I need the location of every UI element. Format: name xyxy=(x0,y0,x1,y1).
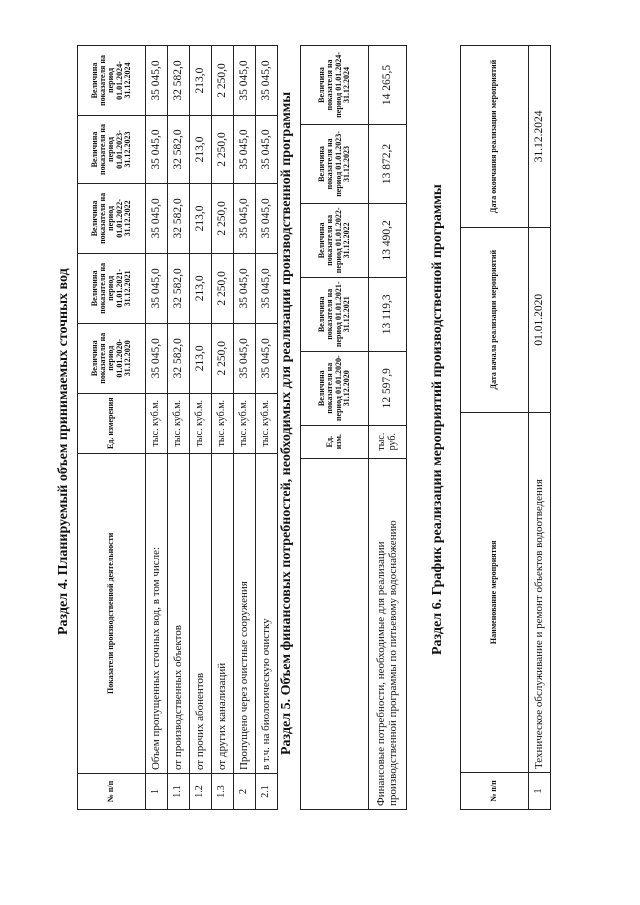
value-cell: 2 250,0 xyxy=(212,323,234,393)
row-unit: тыс. куб.м. xyxy=(212,393,234,453)
row-unit: тыс. куб.м. xyxy=(168,393,190,453)
section5-table xyxy=(300,45,407,810)
end-date: 31.12.2024 xyxy=(529,46,551,228)
section4-table xyxy=(77,45,278,810)
section6-table xyxy=(460,45,551,810)
row-number: 1.2 xyxy=(190,774,212,810)
row-unit: тыс. куб.м. xyxy=(256,393,278,453)
value-cell: 32 582,0 xyxy=(168,183,190,253)
value-cell: 2 250,0 xyxy=(212,46,234,116)
row-name: Финансовые потребности, необходимые для реализации производственной программы по питьевому водоснабжению xyxy=(369,458,407,809)
row-unit: тыс. куб.м. xyxy=(234,393,256,453)
value-cell: 35 045,0 xyxy=(146,183,168,253)
s5-header-cell: Величина показателя на период 01.01.2024-31.12.2024 xyxy=(301,46,369,125)
value-cell: 35 045,0 xyxy=(234,116,256,184)
row-unit: тыс. куб.м. xyxy=(190,393,212,453)
s4-header-cell: Величина показателя на период 01.01.2022-31.12.2022 xyxy=(78,183,146,253)
row-unit: тыс. куб.м. xyxy=(146,393,168,453)
value-cell: 35 045,0 xyxy=(234,46,256,116)
value-cell: 35 045,0 xyxy=(256,116,278,184)
table-row xyxy=(212,46,234,810)
s4-header-cell: Величина показателя на период 01.01.2023-31.12.2023 xyxy=(78,116,146,184)
value-cell: 213,0 xyxy=(190,116,212,184)
s5-header-cell: Ед. изм. xyxy=(301,425,369,458)
value-cell: 213,0 xyxy=(190,46,212,116)
row-name: Объем пропущенных сточных вод, в том числе: xyxy=(146,453,168,773)
section5-title: Раздел 5. Объем финансовых потребностей, необходимых для реализации производственной программы xyxy=(279,91,294,755)
row-number: 2.1 xyxy=(256,774,278,810)
value-cell: 32 582,0 xyxy=(168,253,190,323)
row-number: 1.3 xyxy=(212,774,234,810)
s4-header-cell: Величина показателя на период 01.01.2021-31.12.2021 xyxy=(78,253,146,323)
row-number: 2 xyxy=(234,774,256,810)
table-row xyxy=(168,46,190,810)
row-name: от производственных объектов xyxy=(168,453,190,773)
row-number: 1 xyxy=(529,773,551,810)
value-cell: 13 490,2 xyxy=(369,203,407,277)
row-number: 1 xyxy=(146,774,168,810)
value-cell: 13 119,3 xyxy=(369,277,407,351)
section4-title: Раздел 4. Планируемый объем принимаемых сточных вод xyxy=(56,268,71,635)
row-number: 1.1 xyxy=(168,774,190,810)
s4-header-cell: № п/п xyxy=(78,774,146,810)
start-date: 01.01.2020 xyxy=(529,227,551,412)
table-row xyxy=(190,46,212,810)
s6-header-cell: Наименование мероприятия xyxy=(461,412,529,772)
value-cell: 35 045,0 xyxy=(256,323,278,393)
value-cell: 35 045,0 xyxy=(146,323,168,393)
value-cell: 14 265,5 xyxy=(369,46,407,125)
section6-title: Раздел 6. График реализации мероприятий производственной программы xyxy=(430,184,445,655)
value-cell: 35 045,0 xyxy=(256,183,278,253)
value-cell: 35 045,0 xyxy=(146,253,168,323)
s4-header-cell: Показатели производственной деятельности xyxy=(78,453,146,773)
value-cell: 32 582,0 xyxy=(168,116,190,184)
value-cell: 213,0 xyxy=(190,183,212,253)
value-cell: 35 045,0 xyxy=(256,253,278,323)
value-cell: 35 045,0 xyxy=(234,183,256,253)
table-row xyxy=(256,46,278,810)
s5-header-cell xyxy=(301,458,369,809)
value-cell: 213,0 xyxy=(190,253,212,323)
row-name: от прочих абонентов xyxy=(190,453,212,773)
value-cell: 35 045,0 xyxy=(256,46,278,116)
table-row xyxy=(529,46,551,810)
value-cell: 2 250,0 xyxy=(212,116,234,184)
table-row xyxy=(234,46,256,810)
row-unit: тыс. руб. xyxy=(369,425,407,458)
value-cell: 213,0 xyxy=(190,323,212,393)
value-cell: 13 872,2 xyxy=(369,124,407,203)
table-row xyxy=(146,46,168,810)
s5-header-cell: Величина показателя на период 01.01.2020-31.12.2020 xyxy=(301,351,369,425)
value-cell: 35 045,0 xyxy=(234,323,256,393)
value-cell: 32 582,0 xyxy=(168,323,190,393)
value-cell: 32 582,0 xyxy=(168,46,190,116)
value-cell: 2 250,0 xyxy=(212,183,234,253)
table-row xyxy=(369,46,407,810)
value-cell: 2 250,0 xyxy=(212,253,234,323)
s6-header-cell: № п/п xyxy=(461,773,529,810)
value-cell: 35 045,0 xyxy=(146,46,168,116)
row-name: Техническое обслуживание и ремонт объектов водоотведения xyxy=(529,412,551,772)
value-cell: 12 597,9 xyxy=(369,351,407,425)
s4-header-cell: Величина показателя на период 01.01.2024-31.12.2024 xyxy=(78,46,146,116)
s6-header-cell: Дата начала реализации мероприятий xyxy=(461,227,529,412)
row-name: от других канализаций xyxy=(212,453,234,773)
s5-header-cell: Величина показателя на период 01.01.2022-31.12.2022 xyxy=(301,203,369,277)
s4-header-cell: Ед. измерения xyxy=(78,393,146,453)
row-name: Пропущено через очистные сооружения xyxy=(234,453,256,773)
s6-header-cell: Дата окончания реализации мероприятий xyxy=(461,46,529,228)
s4-header-cell: Величина показателя на период 01.01.2020-31.12.2020 xyxy=(78,323,146,393)
value-cell: 35 045,0 xyxy=(234,253,256,323)
s5-header-cell: Величина показателя на период 01.01.2021-31.12.2021 xyxy=(301,277,369,351)
s5-header-cell: Величина показателя на период 01.01.2023-31.12.2023 xyxy=(301,124,369,203)
value-cell: 35 045,0 xyxy=(146,116,168,184)
row-name: в т.ч. на биологическую очистку xyxy=(256,453,278,773)
